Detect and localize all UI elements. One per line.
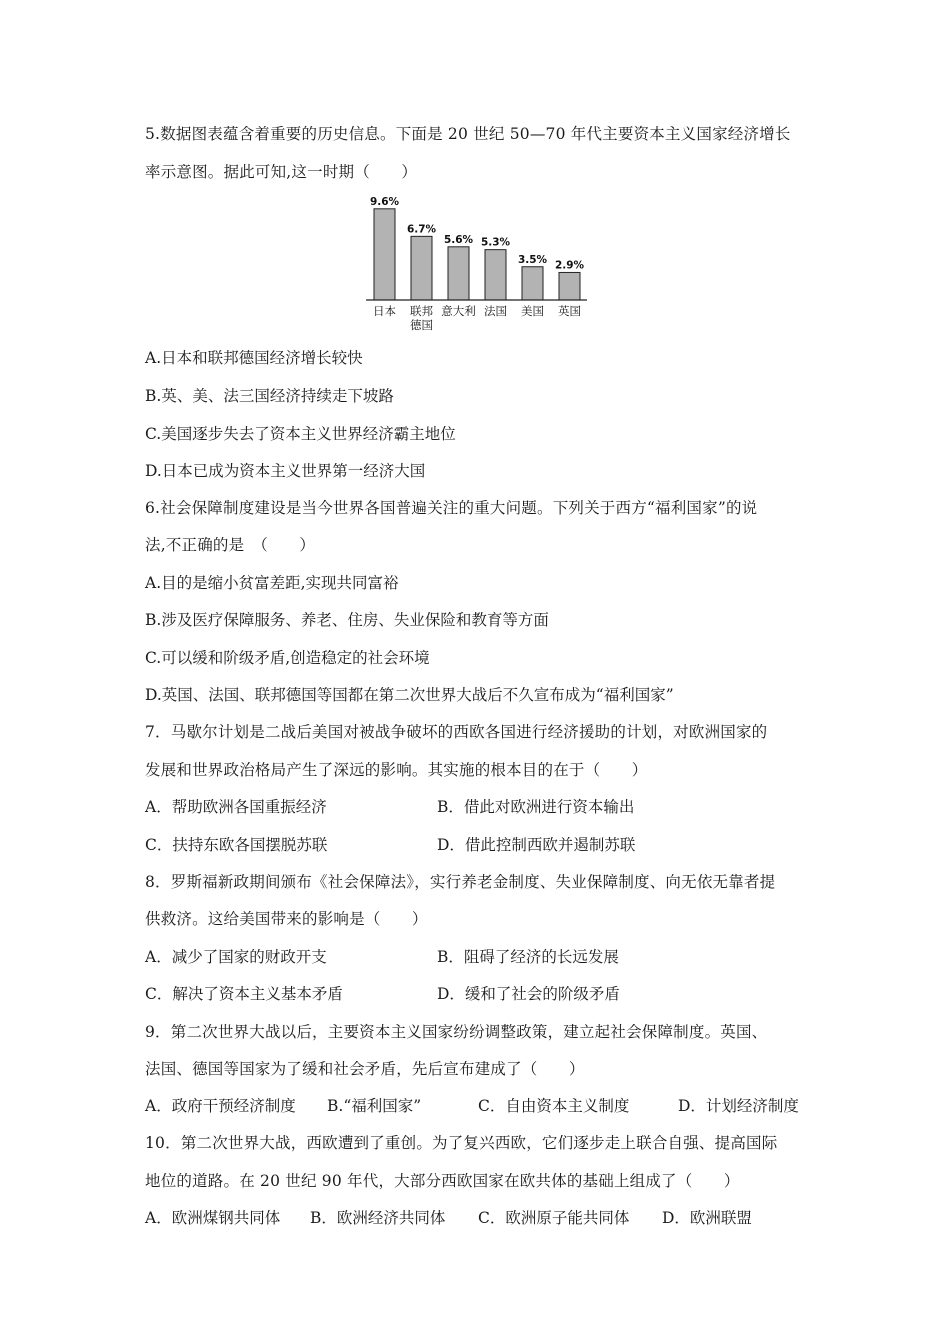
question-7-option-b[interactable]: B．借此对欧洲进行资本输出 <box>437 798 635 816</box>
question-10-option-a[interactable]: A．欧洲煤钢共同体 <box>145 1209 281 1227</box>
question-7-text-line-2: 发展和世界政治格局产生了深远的影响。其实施的根本目的在于（ ） <box>145 761 648 779</box>
category-label-5: 美国 <box>521 304 544 318</box>
question-9-text-line-1: 9．第二次世界大战以后，主要资本主义国家纷纷调整政策，建立起社会保障制度。英国、 <box>145 1023 768 1041</box>
question-8-option-c[interactable]: C．解决了资本主义基本矛盾 <box>145 985 343 1003</box>
bar-value-label-6: 2.9% <box>554 259 585 272</box>
question-9-text-line-2: 法国、德国等国家为了缓和社会矛盾，先后宣布建成了（ ） <box>145 1060 585 1078</box>
question-10-text-line-1: 10．第二次世界大战，西欧遭到了重创。为了复兴西欧，它们逐步走上联合自强、提高国际 <box>145 1134 778 1152</box>
bar-6 <box>559 272 580 300</box>
bar-1 <box>374 209 395 300</box>
category-label-3: 意大利 <box>441 304 476 318</box>
question-8-text-line-2: 供救济。这给美国带来的影响是（ ） <box>145 910 428 928</box>
question-5-text-line-1: 5.数据图表蕴含着重要的历史信息。下面是 20 世纪 50—70 年代主要资本主义国家经济增长 <box>145 125 791 143</box>
question-6-option-b[interactable]: B.涉及医疗保障服务、养老、住房、失业保险和教育等方面 <box>145 611 549 629</box>
bar-2 <box>411 236 432 300</box>
question-5-option-c[interactable]: C.美国逐步失去了资本主义世界经济霸主地位 <box>145 425 456 443</box>
question-9-option-c[interactable]: C．自由资本主义制度 <box>478 1097 630 1115</box>
question-9-option-b[interactable]: B.“福利国家” <box>327 1097 422 1115</box>
question-7-option-a[interactable]: A．帮助欧洲各国重振经济 <box>145 798 327 816</box>
category-label-1: 日本 <box>373 304 396 318</box>
growth-rate-bar-chart <box>360 188 600 340</box>
bar-value-label-3: 5.6% <box>443 233 474 246</box>
question-5-option-a[interactable]: A.日本和联邦德国经济增长较快 <box>145 349 363 367</box>
bar-value-label-5: 3.5% <box>517 253 548 266</box>
question-8-option-b[interactable]: B．阻碍了经济的长远发展 <box>437 948 619 966</box>
question-8-text-line-1: 8．罗斯福新政期间颁布《社会保障法》，实行养老金制度、失业保障制度、向无依无靠者提 <box>145 873 776 891</box>
category-label-6: 英国 <box>558 304 581 318</box>
category-label-2-line-2: 德国 <box>410 318 433 332</box>
question-5-option-d[interactable]: D.日本已成为资本主义世界第一经济大国 <box>145 462 426 480</box>
question-8-option-a[interactable]: A．减少了国家的财政开支 <box>145 948 327 966</box>
question-7-text-line-1: 7．马歇尔计划是二战后美国对被战争破坏的西欧各国进行经济援助的计划，对欧洲国家的 <box>145 723 768 741</box>
bar-value-label-4: 5.3% <box>480 236 511 249</box>
question-5-option-b[interactable]: B.英、美、法三国经济持续走下坡路 <box>145 387 394 405</box>
question-10-option-c[interactable]: C．欧洲原子能共同体 <box>478 1209 630 1227</box>
bar-value-label-1: 9.6% <box>369 195 400 208</box>
question-6-option-a[interactable]: A.目的是缩小贫富差距,实现共同富裕 <box>145 574 399 592</box>
question-10-option-d[interactable]: D．欧洲联盟 <box>662 1209 752 1227</box>
question-9-option-a[interactable]: A．政府干预经济制度 <box>145 1097 296 1115</box>
bar-4 <box>485 250 506 300</box>
question-6-text-line-2: 法,不正确的是 （ ） <box>145 536 316 554</box>
question-6-option-d[interactable]: D.英国、法国、联邦德国等国都在第二次世界大战后不久宣布成为“福利国家” <box>145 686 674 704</box>
question-10-option-b[interactable]: B．欧洲经济共同体 <box>310 1209 446 1227</box>
question-7-option-c[interactable]: C．扶持东欧各国摆脱苏联 <box>145 836 328 854</box>
question-10-text-line-2: 地位的道路。在 20 世纪 90 年代，大部分西欧国家在欧共体的基础上组成了（ ） <box>145 1172 740 1190</box>
bar-3 <box>448 247 469 300</box>
question-6-option-c[interactable]: C.可以缓和阶级矛盾,创造稳定的社会环境 <box>145 649 430 667</box>
question-9-option-d[interactable]: D．计划经济制度 <box>678 1097 799 1115</box>
question-7-option-d[interactable]: D．借此控制西欧并遏制苏联 <box>437 836 636 854</box>
bar-5 <box>522 267 543 300</box>
question-6-text-line-1: 6.社会保障制度建设是当今世界各国普遍关注的重大问题。下列关于西方“福利国家”的说 <box>145 499 758 517</box>
question-8-option-d[interactable]: D．缓和了社会的阶级矛盾 <box>437 985 620 1003</box>
bar-value-label-2: 6.7% <box>406 223 437 236</box>
question-5-text-line-2: 率示意图。据此可知,这一时期（ ） <box>145 163 418 181</box>
category-label-4: 法国 <box>484 304 507 318</box>
category-label-2-line-1: 联邦 <box>410 304 433 318</box>
